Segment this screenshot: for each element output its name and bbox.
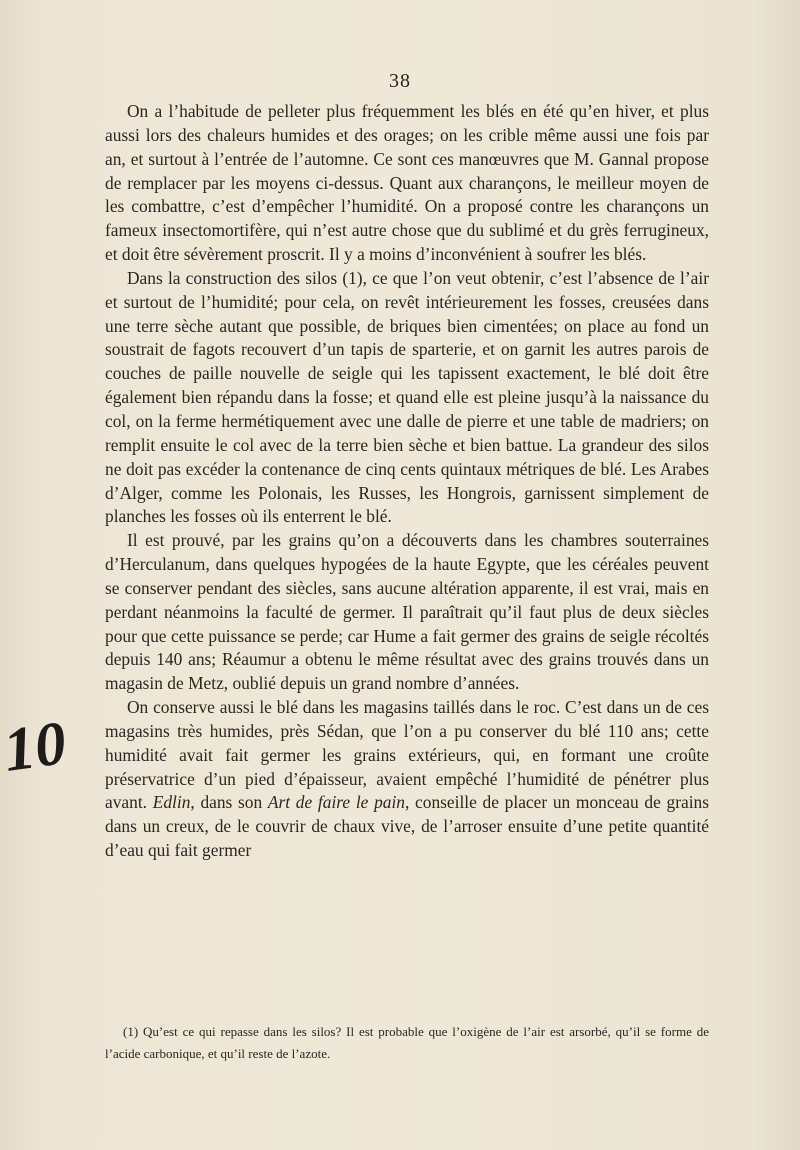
page-number: 38 <box>389 70 411 92</box>
paragraph-4-text-after: , conseille de placer un monceau de grains dans un creux, de le couvrir de chaux vive, de l’arroser ensuite d’une petite quantité d’eau qui fait germer <box>105 792 710 861</box>
footnote <box>105 1021 709 1065</box>
paragraph-2: Dans la construction des silos (1), ce que l’on veut obtenir, c’est l’absence de l’air et surtout de l’humidité; pour cela, on revêt intérieurement les fosses, creusées dans une terre sèche autant que possible, de briques bien cimentées; on place au fond un soustrait de fagots recouvert d’un tapis de sparterie, et on garnit les autres parois de couches de paille nouvelle de seigle qui les tapissent exactement, le blé doit être également bien répandu dans la fosse; et quand elle est pleine jusqu’à la naissance du col, on la ferme hermétiquement avec une dalle de pierre et une table de madriers; on remplit ensuite le col avec de la terre bien sèche et bien battue. La grandeur des silos ne doit pas excéder la contenance de cinq cents quintaux métriques de blé. Les Arabes d’Alger, comme les Polonais, les Russes, les Hongrois, garnissent simplement de planches les fosses où ils enterrent le blé. <box>105 267 709 527</box>
paragraph-4 <box>105 696 709 863</box>
footnote-text: (1) Qu’est ce qui repasse dans les silos? Il est probable que l’oxigène de l’air est arsorbé, qu’il se forme de l’acide carbonique, et qu’il reste de l’azote. <box>105 1024 709 1061</box>
paragraph-4-text-mid: , dans son <box>190 792 268 813</box>
author-name-edlin: Edlin <box>152 792 191 813</box>
book-title: Art de faire le pain <box>267 792 405 813</box>
paragraph-3: Il est prouvé, par les grains qu’on a découverts dans les chambres souterraines d’Herculanum, dans quelques hypogées de la haute Egypte, que les céréales peuvent se conserver pendant des siècles, sans aucune altération apparente, il est vrai, mais en perdant néanmoins la faculté de germer. Il paraîtrait qu’il faut plus de deux siècles pour que cette puissance se perde; car Hume a fait germer des grains de seigle récoltés depuis 140 ans; Réaumur a obtenu le même résultat avec des grains trouvés dans un magasin de Metz, oublié depuis un grand nombre d’années. <box>105 530 709 694</box>
handwritten-margin-annotation: 10 <box>0 709 71 785</box>
body-text <box>105 100 709 863</box>
paragraph-1: On a l’habitude de pelleter plus fréquemment les blés en été qu’en hiver, et plus aussi lors des chaleurs humides et des orages; on les crible même aussi une fois par an, et surtout à l’entrée de l’automne. Ce sont ces manœuvres que M. Gannal propose de remplacer par les moyens ci-dessus. Quant aux charançons, le meilleur moyen de les combattre, c’est d’empêcher l’humidité. On a proposé contre les charançons un fameux insectomortifère, qui n’est autre chose que du sublimé et du grès ferrugineux, et doit être sévèrement proscrit. Il y a moins d’inconvénient à soufrer les blés. <box>105 101 709 265</box>
paragraph-4-text-before: On conserve aussi le blé dans les magasins taillés dans le roc. C’est dans un de ces magasins très humides, près Sédan, que l’on a pu conserver du blé 110 ans; cette humidité avait fait germer les grains extérieurs, qui, en formant une croûte préservatrice d’un pied d’épaisseur, avaient empêché l’humidité de pénétrer plus avant. <box>105 697 709 813</box>
